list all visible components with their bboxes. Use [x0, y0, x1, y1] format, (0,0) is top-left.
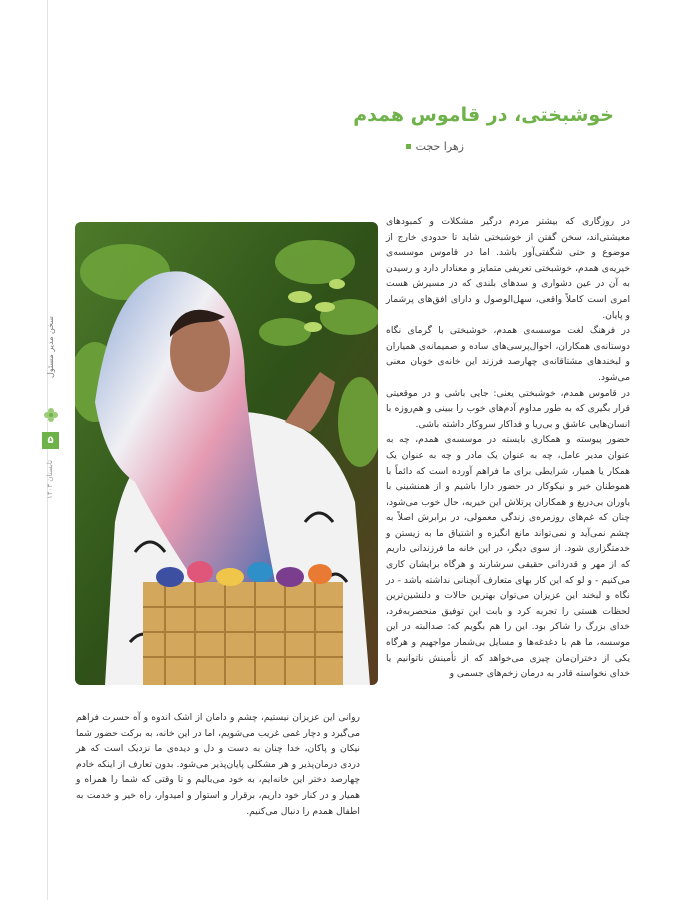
paragraph: روانی این عزیزان نیستیم، چشم و دامان از اشک اندوه و آه حسرت فراهم می‌گیرد و دچار غمی غریب می‌شویم، اما در این خانه، به برکت حضور شما نیکان و پاکان، خدا چنان به دست و دل و دیده‌ی ما نزدیک است که هر دردی درمان‌پذیر و هر مشکلی پایان‌پذیر می‌شود. بدون تعارف از اینکه خادم چهارصد دختر این خانه‌ایم، به خود می‌بالیم و تا وقتی که شما را همراه و همیار و در کنار خود داریم، برقرار و استوار و امیدوار، راه خیر و خدمت به اطفال همدم را دنبال می‌کنیم. — [76, 712, 360, 817]
body-column-right — [386, 214, 630, 834]
author-bullet-icon — [406, 144, 411, 149]
page-sidebar — [37, 308, 65, 518]
author-name: زهرا حجت — [415, 140, 464, 153]
body-column-bottom — [76, 710, 360, 840]
paragraph: در قاموس همدم، خوشبختی یعنی: جایی باشی و در موقعیتی قرار بگیری که به طور مداوم آدم‌های خوب را ببینی و هم‌روزه با انسان‌هایی عاشق و بی‌ریا و فداکار سروکار داشته باشی. — [386, 387, 630, 430]
issue-label: تابستان ۱۴۰۳ — [46, 460, 54, 499]
flower-logo-icon — [43, 407, 59, 423]
section-label: سخن مدیر مسئول — [46, 316, 55, 378]
article-author — [406, 140, 464, 153]
paragraph: در فرهنگ لغت موسسه‌ی همدم، خوشبختی با گرمای نگاه دوستانه‌ی همکاران، احوال‌پرسی‌های ساده و صمیمانه‌ی همیاران و لبخندهای مشتاقانه‌ی چهارصد فرزند این خانه‌ی خوبان معنی می‌شود. — [386, 325, 630, 383]
page-number: ۵ — [42, 432, 59, 449]
article-photo — [75, 222, 378, 685]
paragraph: در روزگاری که بیشتر مردم درگیر مشکلات و کمبودهای معیشتی‌اند، سخن گفتن از خوشبختی شاید تا حدودی خارج از موضوع و حتی شگفتی‌آور باشد. اما در قاموس موسسه‌ی خیریه‌ی همدم، خوشبختی تعریفی متمایز و معنادار دارد و رسیدن به آن در عین دشواری و سدهای بلندی که در مسیرش هست امری است کاملاً واقعی، سهل‌الوصول و دارای افق‌های پرشمار و پایان. — [386, 216, 630, 321]
paragraph: حضور پیوسته و همکاری بایسته در موسسه‌ی همدم، چه به عنوان مدیر عامل، چه به عنوان یک مادر و چه به عنوان یک همکار یا همیار، شرایطی برای ما فراهم آورده است که دائماً با همو‌طنان خیر و نیکوکار در حضور دارا باشیم و از همنشینی با یاوران بی‌دریغ و همکاران پرتلاش این خیریه، حال خوب می‌شود، چنان که غم‌های روزمره‌ی زندگی معمولی، در برابرش اصلاً به چشم نمی‌آید و نمی‌تواند مانع انگیزه و اشتیاق ما به زیستن و خدمتگزاری شود. از سوی دیگر، در این خانه ما فرزندانی داریم که از مهر و قدردانی حقیقی سرشارند و هرگاه برایشان کاری می‌کنیم - و لو که این کار بهای متعارف آنچنانی نداشته باشد - در نگاه و لبخند این عزیزان می‌توان بهترین حالات و دلنشین‌ترین لحظات هستی را تجربه کرد و بابت این توفیق منحصربه‌فرد، خدای بزرگ را شاکر بود. این را هم بگویم که: صدالبته در این موسسه، ما هم با دغدغه‌ها و مسایل بی‌شمار مواجهیم و هرگاه یکی از دختران‌مان چیزی می‌خواهد که از تأمینش ناتوانیم یا خدای نخواسته قادر به درمان زخم‌های جسمی و — [386, 434, 630, 680]
article-title: خوشبختی، در قاموس همدم — [353, 104, 614, 126]
